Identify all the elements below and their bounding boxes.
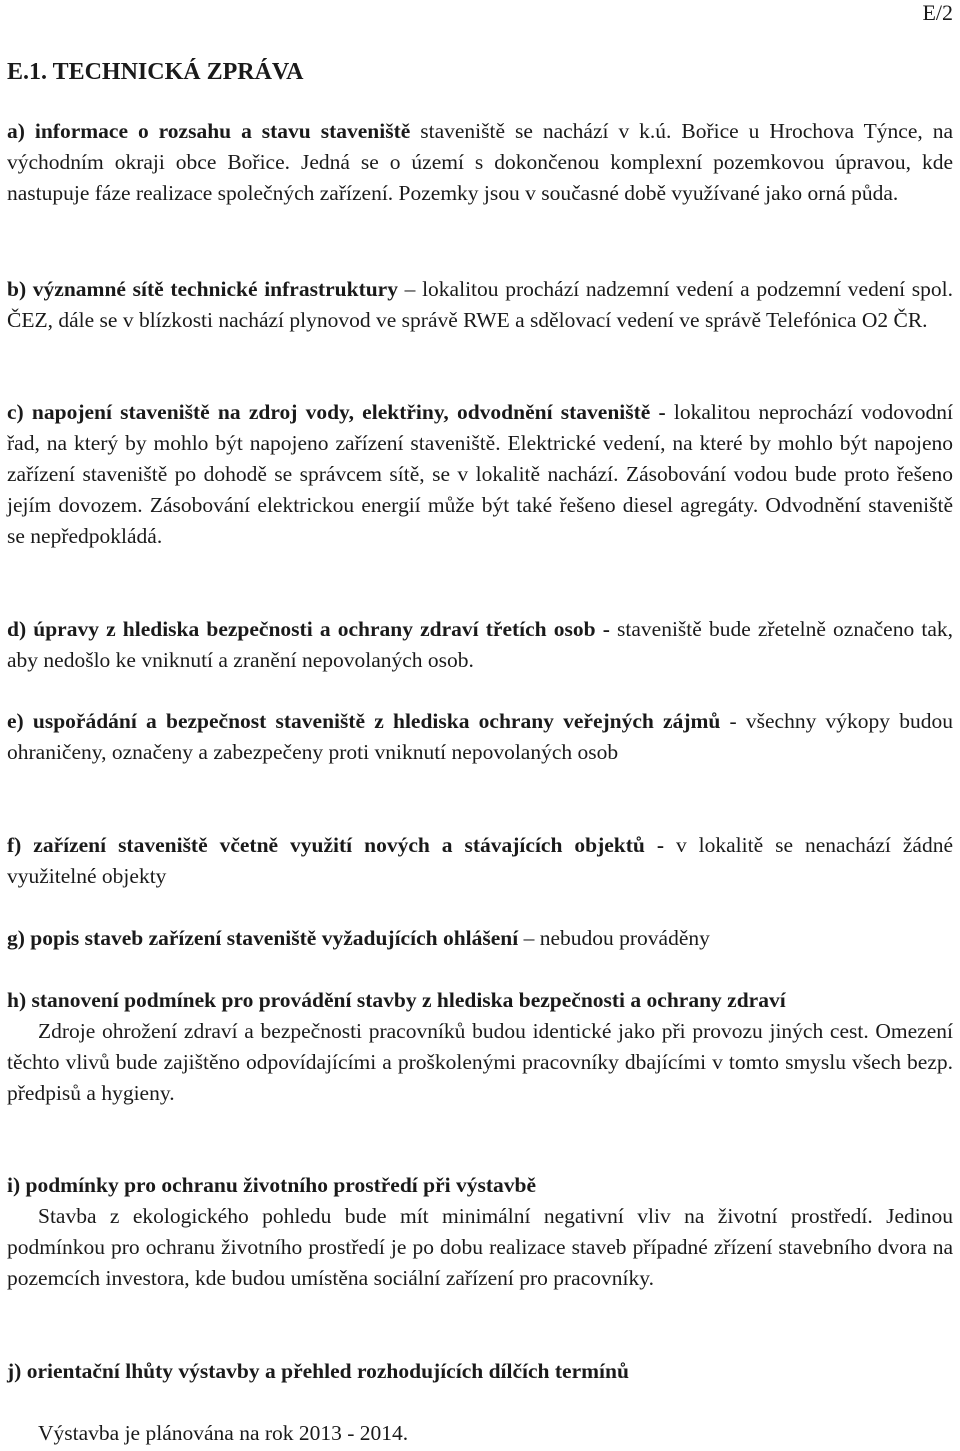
section-j bbox=[7, 1356, 953, 1449]
section-j-text: Výstavba je plánována na rok 2013 - 2014. bbox=[38, 1421, 409, 1445]
section-c bbox=[7, 397, 953, 552]
section-a-heading: a) informace o rozsahu a stavu staveniště bbox=[7, 119, 411, 143]
section-g-text: – nebudou prováděny bbox=[518, 926, 710, 950]
section-i bbox=[7, 1170, 953, 1294]
section-f bbox=[7, 830, 953, 892]
section-b-text: – lokalitou prochází nadzemní vedení a podzemní vedení spol. ČEZ, dále se v blízkosti nachází plynovod ve správě RWE a sdělovací vedení ve správě Telefónica O2 ČR. bbox=[7, 277, 953, 332]
section-e bbox=[7, 706, 953, 768]
section-g-heading: g) popis staveb zařízení staveniště vyžadujících ohlášení bbox=[7, 926, 519, 950]
section-h-heading: h) stanovení podmínek pro provádění stavby z hlediska bezpečnosti a ochrany zdraví bbox=[7, 988, 786, 1012]
section-a-text: staveniště se nachází v k.ú. Bořice u Hrochova Týnce, na východním okraji obce Bořice. Jedná se o území s dokončenou komplexní pozemkovou úpravou, kde nastupuje fáze realizace společných zařízení. Pozemky jsou v současné době využívané jako orná půda. bbox=[7, 119, 953, 205]
page-number: E/2 bbox=[922, 0, 953, 25]
section-f-heading: f) zařízení staveniště včetně využití nových a stávajících objektů - bbox=[7, 833, 664, 857]
section-c-text: lokalitou neprochází vodovodní řad, na který by mohlo být napojeno zařízení staveniště. Elektrické vedení, na které by mohlo být napojeno zařízení staveniště po dohodě se správcem sítě, se v lokalitě nachází. Zásobování vodou bude proto řešeno jejím dovozem. Zásobování elektrickou energií může být také řešeno diesel agregáty. Odvodnění staveniště se nepředpokládá. bbox=[7, 400, 953, 548]
document-title: E.1. TECHNICKÁ ZPRÁVA bbox=[7, 59, 304, 85]
section-c-heading: c) napojení staveniště na zdroj vody, elektřiny, odvodnění staveniště - bbox=[7, 400, 666, 424]
section-b-heading: b) významné sítě technické infrastruktury bbox=[7, 277, 398, 301]
section-e-text: - všechny výkopy budou ohraničeny, označeny a zabezpečeny proti vniknutí nepovolaných osob bbox=[7, 709, 953, 764]
section-i-text: Stavba z ekologického pohledu bude mít minimální negativní vliv na životní prostředí. Jedinou podmínkou pro ochranu životního prostředí je po dobu realizace staveb případné zřízení stavebního dvora na pozemcích investora, kde budou umístěna sociální zařízení pro pracovníky. bbox=[7, 1204, 953, 1290]
section-h bbox=[7, 985, 953, 1109]
section-d-text: staveniště bude zřetelně označeno tak, aby nedošlo ke vniknutí a zranění nepovolaných osob. bbox=[7, 617, 953, 672]
section-d-heading: d) úpravy z hlediska bezpečnosti a ochrany zdraví třetích osob - bbox=[7, 617, 610, 641]
section-a bbox=[7, 116, 953, 209]
section-i-heading: i) podmínky pro ochranu životního prostředí při výstavbě bbox=[7, 1173, 537, 1197]
section-b bbox=[7, 274, 953, 336]
section-e-heading: e) uspořádání a bezpečnost staveniště z hlediska ochrany veřejných zájmů bbox=[7, 709, 721, 733]
section-j-heading: j) orientační lhůty výstavby a přehled rozhodujících dílčích termínů bbox=[7, 1359, 629, 1383]
section-g bbox=[7, 923, 953, 954]
section-h-text: Zdroje ohrožení zdraví a bezpečnosti pracovníků budou identické jako při provozu jiných cest. Omezení těchto vlivů bude zajištěno odpovídajícími a proškolenými pracovníky dbajícími v tomto smyslu všech bezp. předpisů a hygieny. bbox=[7, 1019, 953, 1105]
section-d bbox=[7, 614, 953, 676]
section-f-text: v lokalitě se nenachází žádné využitelné objekty bbox=[7, 833, 953, 888]
